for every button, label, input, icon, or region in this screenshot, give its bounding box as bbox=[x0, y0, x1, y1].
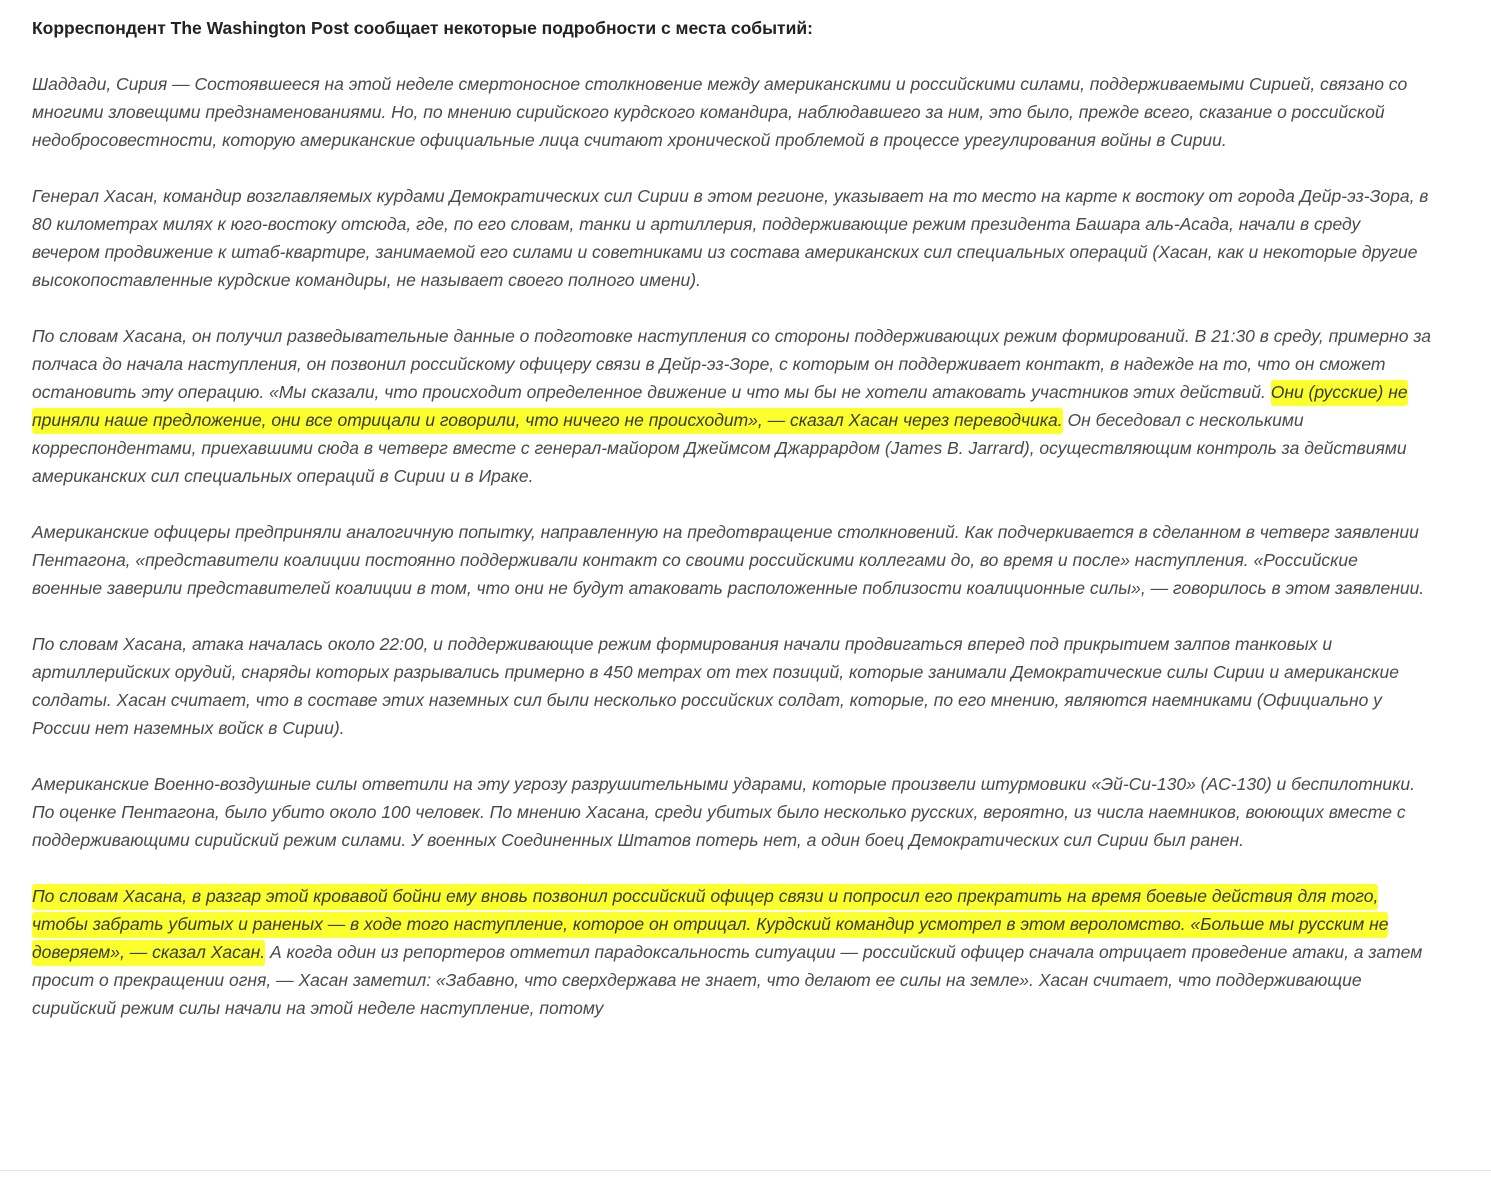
paragraph-text: По словам Хасана, он получил разведывательные данные о подготовке наступления со стороны поддерживающих режим формирований. В 21:30 в среду, примерно за полчаса до начала наступления, он позвонил российскому офицеру связи в Дейр-эз-Зоре, с которым он поддерживает контакт, в надежде на то, что он сможет остановить эту операцию. «Мы сказали, что происходит определенное движение и что мы бы не хотели атаковать участников этих действий. bbox=[32, 326, 1432, 402]
paragraph-betrayal bbox=[32, 882, 1432, 1022]
article-lede: Корреспондент The Washington Post сообщает некоторые подробности с места событий: bbox=[32, 18, 813, 38]
highlighted-quote: По словам Хасана, в разгар этой кровавой бойни ему вновь позвонил российский офицер связи и попросил его прекратить на время боевые действия для того, чтобы забрать убитых и раненых — в ходе того наступление, которое он отрицал. Курдский командир усмотрел в этом вероломство. «Больше мы русским не доверяем», — сказал Хасан. bbox=[32, 884, 1388, 966]
page-footer-area bbox=[0, 1171, 1491, 1193]
paragraph-intelligence bbox=[32, 322, 1432, 490]
paragraph-american-officers: Американские офицеры предприняли аналогичную попытку, направленную на предотвращение столкновений. Как подчеркивается в сделанном в четверг заявлении Пентагона, «представители коалиции постоянно поддерживали контакт со своими российскими коллегами до, во время и после» наступления. «Российские военные заверили представителей коалиции в том, что они не будут атаковать расположенные поблизости коалиционные силы», — говорилось в этом заявлении. bbox=[32, 522, 1425, 598]
highlighted-quote: Они (русские) не приняли наше предложение, они все отрицали и говорили, что ничего не происходит», — сказал Хасан через переводчика. bbox=[32, 380, 1408, 434]
article-body bbox=[32, 14, 1432, 1050]
paragraph-shaddadi: Шаддади, Сирия — Состоявшееся на этой неделе смертоносное столкновение между американскими и российскими силами, поддерживаемыми Сирией, связано со многими зловещими предзнаменованиями. Но, по мнению сирийского курдского командира, наблюдавшего за ним, это было, прежде всего, сказание о российской недобросовестности, которую американские официальные лица считают хронической проблемой в процессе урегулирования войны в Сирии. bbox=[32, 74, 1408, 150]
paragraph-general-hasan: Генерал Хасан, командир возглавляемых курдами Демократических сил Сирии в этом регионе, указывает на то место на карте к востоку от города Дейр-эз-Зора, в 80 километрах милях к юго-востоку отсюда, где, по его словам, танки и артиллерия, поддерживающие режим президента Башара аль-Асада, начали в среду вечером продвижение к штаб-квартире, занимаемой его силами и советниками из состава американских сил специальных операций (Хасан, как и некоторые другие высокопоставленные курдские командиры, не называет своего полного имени). bbox=[32, 186, 1429, 290]
paragraph-attack: По словам Хасана, атака началась около 22:00, и поддерживающие режим формирования начали продвигаться вперед под прикрытием залпов танковых и артиллерийских орудий, снаряды которых разрывались примерно в 450 метрах от тех позиций, которые занимали Демократические силы Сирии и американские солдаты. Хасан считает, что в составе этих наземных сил были несколько российских солдат, которые, по его мнению, являются наемниками (Официально у России нет наземных войск в Сирии). bbox=[32, 634, 1400, 738]
paragraph-text: А когда один из репортеров отметил парадоксальность ситуации — российский офицер сначала отрицает проведение атаки, а затем просит о прекращении огня, — Хасан заметил: «Забавно, что сверхдержава не знает, что делают ее силы на земле». Хасан считает, что поддерживающие сирийский режим силы начали на этой неделе наступление, потому bbox=[32, 942, 1423, 1018]
paragraph-text: Он беседовал с несколькими корреспондентами, приехавшими сюда в четверг вместе с генерал-майором Джеймсом Джаррардом (James B. Jarrard), осуществляющим контроль за действиями американских сил специальных операций в Сирии и в Ираке. bbox=[32, 410, 1407, 486]
paragraph-air-force: Американские Военно-воздушные силы ответили на эту угрозу разрушительными ударами, которые произвели штурмовики «Эй-Си-130» (AC-130) и беспилотники. По оценке Пентагона, было убито около 100 человек. По мнению Хасана, среди убитых было несколько русских, вероятно, из числа наемников, воюющих вместе с поддерживающими сирийский режим силами. У военных Соединенных Штатов потерь нет, а один боец Демократических сил Сирии был ранен. bbox=[32, 774, 1416, 850]
